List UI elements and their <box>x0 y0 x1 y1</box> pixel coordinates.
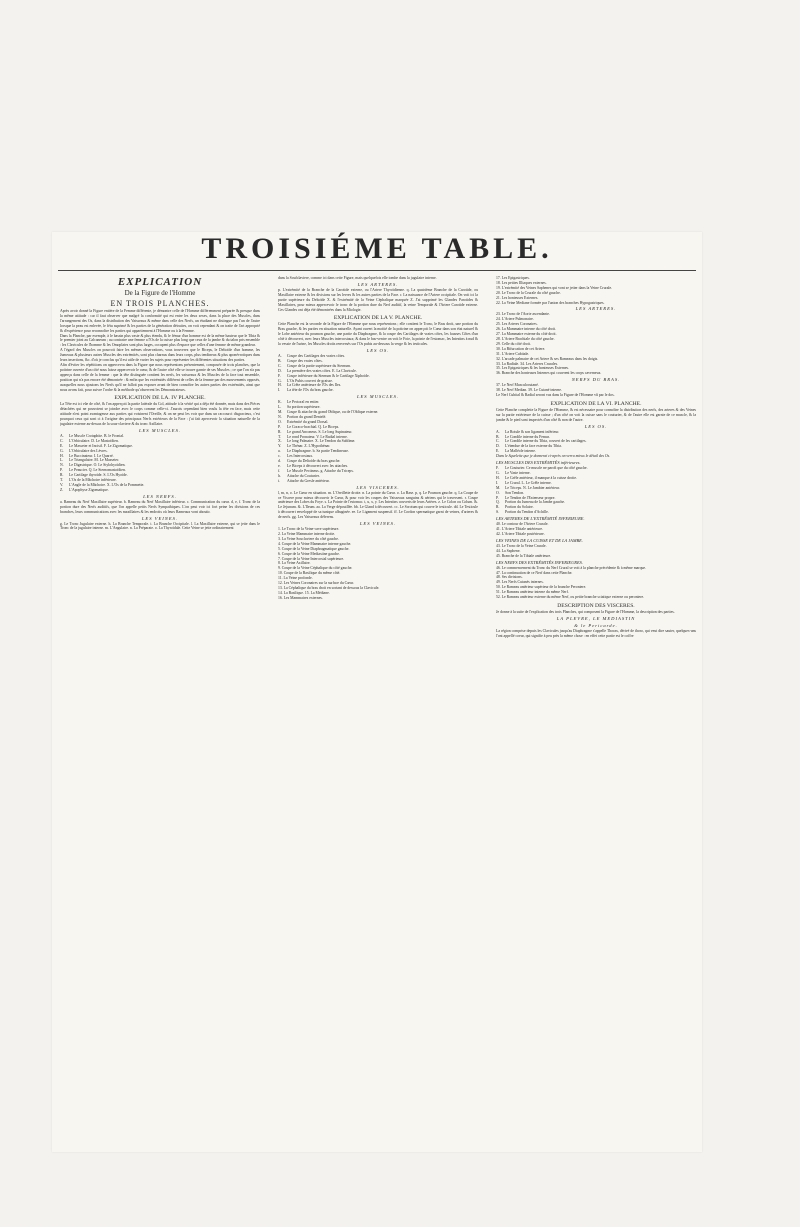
list-item: 31. L'Artere Cubitale. <box>496 351 530 356</box>
list-item: 42. L'Artere Tibiale postérieure. <box>496 531 545 536</box>
arteres-list <box>496 522 696 537</box>
explication-heading: EXPLICATION <box>117 276 203 288</box>
intro-paragraph-3: A l'égard des Muscles on pourroit faire les mêmes observations, vous trouverez que le Biceps, le Deltoïde d'un homme, les Jumeaux & plusieurs autres Muscles des extrémités, sont plus charnus dans leurs corps, plus tendineux & plus aponévrotiques dans leurs insertions, &c. d'où je conclus qu'il est utile de varier les sujets pour représenter les différentes situations des parties. <box>60 348 260 363</box>
list-item: 41. L'Artere Tibiale antérieure. <box>496 527 543 532</box>
plevre-heading: LA PLEVRE, LE MEDIASTIN <box>556 615 636 621</box>
list-item: P. Le Peaucier. Q. Le Sternomastoïdien. <box>60 468 126 473</box>
list-item: Q. Portion du Jumeau de la Jambe gauche. <box>496 500 565 505</box>
list-item: H. La Crête antérieure de l'Os des Iles. <box>278 383 342 388</box>
list-item: V. L'Angle de la Mâchoire. X. L'Os de la Pommette. <box>60 483 145 487</box>
list-item: 13. La Céphalique du bras droit en sortant de dessous la Clavicule. <box>278 585 380 590</box>
list-item: f. Le Muscle Pectineus. g. Attache du Triceps. <box>278 468 354 473</box>
veines-text: g. Le Tronc Jugulaire externe. h. La Branche Temporale. i. La Branche Occipitale. l. La Maxillaire externe, qui se jette dans le Tronc de la jugulaire interne. m. L'Angulaire. n. La Préparate. o. La Thyroïdale. Cette Veine se jette ordinairement <box>60 521 260 531</box>
arteres-heading: LES ARTERES. <box>575 306 617 312</box>
muscles-list <box>496 466 696 515</box>
nerfs-heading: LES NERFS. <box>143 493 177 499</box>
nerfs-text: a. Rameau du Nerf Maxillaire supérieur. b. Rameau du Nerf Maxillaire inférieur. c. Communication du cœur. d, e, f. Tronc de la portion dure des Nerfs auditifs, que l'on appelle petits Nerfs Sympathiques. L'on peut voir ici fort peine les divisions de ces branches, leurs communications avec les maxillaires & les endroits où leurs Rameaux vont aboutir. <box>60 499 260 514</box>
list-item: 45. Branche de la Tibiale antérieure. <box>496 553 552 558</box>
section-heading-vi: EXPLICATION DE LA VI. PLANCHE. <box>550 400 642 407</box>
list-item: 14. La Basilique. 15. La Médiane. <box>278 590 330 595</box>
list-item: P. Le Tendon de l'Extenseur propre. <box>496 495 556 500</box>
title-rule <box>58 270 696 271</box>
list-item: N. Le Digastrique. O. Le Stylohyoïdien. <box>60 463 126 468</box>
list-item: i. Attache du Gresle antérieur. <box>278 478 330 483</box>
list-item: E. Le Masseter et Incisif. F. Le Zigomatique. <box>60 443 133 448</box>
list-item: 28. L'Artere Brachiale du côté gauche. <box>496 336 555 341</box>
list-item: 51. Le Rameau antérieur interne du même Nerf. <box>496 590 569 595</box>
list-item: Z. L'Apophyse Zigomatique. <box>60 487 109 492</box>
list-item: A. La Rotule & son ligament inférieur. <box>496 429 560 434</box>
list-item: T. L'Os de la Mâchoire inférieure. <box>60 478 117 483</box>
list-item: T. Le rond Pronateur. V. Le Radial interne. <box>278 434 348 439</box>
list-item: 52. Le Rameau antérieur externe du même Nerf, ou petite branche sciatique externe ou peroniere. <box>496 595 645 600</box>
continuation-text: dans la Soufclaviere, comme ici dans cette Figure, mais quelquefois elle tombe dans la jugulaire interne. <box>278 276 437 280</box>
list-item: 12. Les Veines Coronaires sur la surface du Cœur. <box>278 581 354 586</box>
intro-paragraph-2: Dans la Planche, par exemple, à le bassin plus vaste & plus étendu, & le fémur d'un homme est de la même hauteur que le Tibia & le premier joint au Calcaneum ; au contraire une femme a l'Os de la cuisse plus long que ceux de la jambe & du talon pris ensemble : les Clavicules de l'homme & les Omoplates sont plus larges, occupent plus d'espace que celles d'une femme de même grandeur. <box>60 333 260 348</box>
list-item: C. L'Orbiculaire. D. Le Mastoïdien. <box>60 438 119 443</box>
list-item: 10. Coupe de la Basilique du même côté. <box>278 571 341 576</box>
column-2 <box>278 276 478 1146</box>
list-item: Le Nerf Cubital & Radial seront vus dans la Figure de l'Homme vû par le dos. <box>496 393 615 398</box>
muscles-heading: LES MUSCLES. <box>138 427 182 433</box>
page-title: TROISIÉME TABLE. <box>201 232 553 265</box>
list-item: 40. Le contour de l'Artere Crurale. <box>496 522 549 527</box>
list-item: 11. La Veine profonde. <box>278 576 313 581</box>
veines-list <box>496 544 696 559</box>
list-item: a. Le Diaphragme. b. Sa partie Tendineuse. <box>278 449 349 454</box>
list-item: B. Le Condile interne du Femur. <box>496 434 550 439</box>
arteres-list <box>496 312 696 376</box>
list-item: 7. Coupe de la Veine Intercostal supérieure. <box>278 556 345 561</box>
list-item: G. Le Vaste interne. <box>496 471 531 475</box>
intro-paragraph: Après avoir donné la Figure entiére de la Femme différente, je démontre celle de l'Homme différemment préparée & presque dans la même attitude : car il faut observer que malgré la conformité qui est entre les deux sexes, dans la place des Muscles, dans l'arrangement des Os, dans la distribution des Vaisseaux & même dans celle des Nerfs, un étudiant ne distingue pas l'un de l'autre lorsque la peau est enlevée, le fétu suprimé & les parties de la génération détruites, on voit cependant & on traite de l'art approprié & d'expérience pour reconnoître les parties qui appartiennent à l'Homme ou à la Femme. <box>60 309 260 333</box>
list-item: H. Le Grêle antérieur, il manque à la cuisse droite. <box>496 475 577 480</box>
list-item: H. Le Buccinateur. I. Le Quarré. <box>60 453 114 458</box>
list-item: 47. La continuation de ce Nerf dans cette Planche. <box>496 570 573 575</box>
list-item: 25. Les Arteres Coronaires. <box>496 322 538 327</box>
list-item: 29. Celle du côté droit. <box>496 341 531 346</box>
os-list <box>496 430 696 455</box>
muscles-list <box>278 400 478 483</box>
list-item: M. Le Triceps. N. Le Jambier antérieur. <box>496 485 560 490</box>
muscles-list <box>60 434 260 493</box>
os-list <box>278 354 478 393</box>
arteres-heading: LES ARTERES DE L'EXTRÉMITÉ INFERIEURE. <box>496 516 585 522</box>
list-item: F. Le Couturier. Ce muscle ne paroît que du côté gauche. <box>496 466 588 471</box>
muscles-heading: LES MUSCLES DES EXTRÉMITÉS inférieures. <box>496 460 581 466</box>
list-item: 22. La Veine Mediane formée par l'union des branches Hypogastriques. <box>496 300 605 305</box>
description-text: Je donne à la suite de l'explication des trois Planches, qui composent la Figure de l'Homme, la description des parties. <box>496 609 675 614</box>
list-item: 21. Les honteuses Externes. <box>496 295 539 300</box>
list-item: 38. Le Nerf Median. 39. Le Cutané interne. <box>496 388 562 393</box>
muscles-heading: LES MUSCLES. <box>356 394 400 400</box>
planches-heading: EN TROIS PLANCHES. <box>110 299 210 308</box>
list-item: 27. La Mammaire externe du côté droit. <box>496 332 557 337</box>
list-item: C. Coupe de la partie supérieure du Sternum. <box>278 363 352 368</box>
visceres-text: l, m, n, o. Le Cœur en situation. m. L'Oreillette droite. n. La pointe du Cœur. o. La Base. p, q. Le Poumon gauche. q. La Coupe de ce Viscere pour mieux découvrir le Cœur, & pour voir les coupes des Vaisseaux sanguins & aériens qui le traversent. r. Coupe antérieure des Lobes du Foye. s. La Pointe de l'estomac. t, u, x, y. Les Intestins couverts de leurs Artères. z. Le Colon ou Colum. &. Le Jejunum. &. L'Ileum. aa. La Verge dépouillée. bb. Le Gland à découvert. cc. Le Scrotum qui couvre le testicule. dd. Le Testicule à découvert enveloppé de sa tunique albuginée. ee. Le Ligament suspensif. ff. Le Cordon spermatique garni de veines, d'arteres & de nerfs. gg. Les Vaisseaux déferens. <box>278 490 478 520</box>
list-item: c. Les Intercostaux. <box>278 454 314 459</box>
list-item: I. La tête de l'Os du bras gauche. <box>278 388 334 393</box>
section-iv-text: La Tête est ici vûe de côté, & l'on apperçoit la partie latérale du Col, attitude à la vérité qui a déja été donnée, mais dans des Piéces détachées qui ne pouvoient se joindre avec le corps comme celle-ci. J'aurois cependant bien voulu la tête en face, mais cette attitude n'est point avantageuse aux parties qui voisinent l'Oreille, & on ne peut les voir que dans un raccourci disgracieux, c'est pourquoi ceux qui sont ci à l'origine des principaux Nerfs extérieurs de la Face : j'ai fait apercevoir la situation naturelle de la jugulaire externe au-dessus de la sous-claviere & du tronc Axillaire. <box>60 402 260 427</box>
nerfs-heading: NERFS DU BRAS. <box>571 377 621 383</box>
os-note: Dans le Squelette que je donnerai ci-après on verra mieux le détail des Os. <box>496 454 611 459</box>
list-item: Y. Le Thénar. Z. L'Hypothénar. <box>278 444 331 449</box>
arteres-heading: LES ARTERES. <box>357 281 399 287</box>
list-item: S. Portion du Tendon d'Achille. <box>496 510 549 515</box>
list-item: 3. La Veine Souclaviere du côté gauche. <box>278 536 339 541</box>
list-item: 32. L'arcade palmaire de cet Artere & ses Rameaux dans les doigts. <box>496 356 599 361</box>
section-heading-iv: EXPLICATION DE LA. IV PLANCHE. <box>114 395 206 402</box>
arteres-text: p. L'extrémité de la Branche de la Carotide externe, ou l'Artere Thyroïdienne. q. La quatrième Branche de la Carotide, ou Maxillaire externe & les divisions sur les levres & les autres parties de la Face. r. La naissance de l'Artere occipitale. On voit ici la partie supérieure du Deltoïde X. & l'extrémité de la Veine Céphalique marquée Z. J'ai supprimé les Glandes Parotides & Maxillaires, pour mieux appercevoir le tronc de la portion dure du Nerf auditif, la veine Temporale & l'Artere Carotide externe. Ces Glandes ont déja été démontrées dans la Miologie. <box>278 287 478 312</box>
list-item: 20. Le Tronc de la Crurale du côté gauche. <box>496 290 561 295</box>
column-3 <box>496 276 696 1146</box>
list-item: E. La Malléole interne. <box>496 449 536 454</box>
list-item: 26. La Mammaire interne du côté droit. <box>496 327 556 332</box>
list-item: R. Le Cartilage thyroïde. S. L'Os Hyoïde. <box>60 473 128 478</box>
list-item: e. Le Biceps à découvert avec les attaches. <box>278 464 349 468</box>
list-item: C. Le Condile interne du Tibia, couvert de les cartilages. <box>496 439 587 444</box>
list-item: A. Coupe des Cartilages des vraies côtes. <box>278 353 345 358</box>
list-item: 37. Le Nerf Musculocutané. <box>496 383 539 388</box>
list-item: 23. Le Tronc de l'Aorte ascendante. <box>496 312 550 317</box>
nerfs-heading: LES NERFS DES EXTRÉMITÉS INFERIEURES. <box>496 559 583 565</box>
visceres-heading: LES VISCERES. <box>356 484 400 490</box>
list-item: 44. La Saphene. <box>496 548 521 553</box>
section-heading-v: EXPLICATION DE LA V. PLANCHE. <box>333 315 423 322</box>
figure-subheading: De la Figure de l'Homme <box>124 289 196 297</box>
list-item: G. L'Orbiculaire des Lèvres. <box>60 448 108 453</box>
list-item: 35. Les Epigastriques & les honteuses Externes. <box>496 366 569 371</box>
list-item: P. Le Coraco-brachial. Q. Le Biceps. <box>278 424 340 429</box>
list-item: 17. Les Epigastriques. <box>496 276 530 280</box>
list-item: 36. Branche des honteuses Internes qui couvrent les corps caverneux. <box>496 371 602 376</box>
list-item: X. Le long Palmaire. X. Le Tendon du Sublime. <box>278 439 356 444</box>
list-item: M. Coupe & attache du grand Oblique, ou de l'Oblique externe. <box>278 410 379 415</box>
list-item: A. Le Muscle Crotaphite. B. le Frontal. <box>60 433 125 438</box>
document-page <box>52 232 702 1152</box>
section-heading-description: DESCRIPTION DES VISCERES. <box>557 602 635 609</box>
list-item: 1. Le Tronc de la Veine-cave supérieure. <box>278 527 340 532</box>
list-item: 48. Ses divisions. <box>496 575 523 580</box>
list-item: F. Coupe inférieure du Sternum & le Cartilage Xiphoïde. <box>278 373 370 378</box>
list-item: N. Portion du grand Dentelé. <box>278 414 327 419</box>
os-heading: LES OS. <box>584 423 608 429</box>
list-item: I. Le Crural. L. Le Grêle interne. <box>496 480 552 485</box>
list-item: 46. Le commencement du Tronc du Nerf Crural se voit à la planche précédente & à même marque. <box>496 565 647 570</box>
list-item: h. Attache du Couturier. <box>278 473 320 478</box>
veines-list <box>278 527 478 601</box>
list-item: 24. L'Artere Pulmonaire. <box>496 317 534 322</box>
plevre-text: La région comprise depuis les Clavicules jusqu'au Diaphragme s'appelle Thorax, dérivé de thoro, qui veut dire sauter, quelques-uns l'ont appellé coeur, qui signifie à peu près la même chose : en effet cette partie est le coffre <box>496 628 696 638</box>
list-item: 5. Coupe de la Veine Diaphragmatique gauche. <box>278 546 350 551</box>
plevre-subheading: & le Pericarde. <box>574 622 618 628</box>
list-item: 19. L'extrémité des Veines Saphenes qui vont se jetter dans la Veine Crurale. <box>496 285 613 290</box>
list-item: O. Extrémité du grand Dorsal. <box>278 419 329 424</box>
list-item: B. Coupe des vraies côtes. <box>278 358 323 363</box>
list-item: d. Coupe du Deltoïde du bras gauche. <box>278 459 341 464</box>
veines-heading: LES VEINES. <box>141 515 179 521</box>
list-item: R. Le grand Anconeus. S. Le long Supinateur. <box>278 429 353 434</box>
veines-heading: LES VEINES DE LA CUISSE ET DE LA JAMBE. <box>496 537 583 543</box>
list-item: 50. Le Rameau antérieur supérieur de la branche Peroniere. <box>496 585 587 590</box>
nerfs-list <box>496 566 696 600</box>
list-item: G. L'Os Pubis couvert de graisse. <box>278 378 333 383</box>
list-item: L. Le Triangulaire. M. Le Masseter. <box>60 458 120 463</box>
list-item: 43. Le Tronc de la Veine Crurale. <box>496 543 547 548</box>
list-item: D. L'étendue de la face externe du Tibia. <box>496 444 562 449</box>
section-vi-text: Cette Planche complette la Figure de l'Homme, & est nécessaire pour connoître la distribution des nerfs, des arteres & des Veines sur la partie extérieure de la cuisse ; d'un côté on voit la cuisse sans le couturier, & de l'autre elle est garnie de ce muscle, & la jambe & le pied sont inspectés d'un côté & non de l'autre. <box>496 407 696 422</box>
list-item: R. Portion du Solaire. <box>496 505 534 510</box>
veines-heading: LES VEINES. <box>359 521 397 527</box>
list-item: D. La première des vraies côtes. E. La Clavicule. <box>278 368 357 373</box>
nerfs-list <box>496 383 696 398</box>
list-item: 4. Coupe de la Veine Mammaire interne gauche. <box>278 541 352 546</box>
column-1 <box>60 276 260 1146</box>
list-item: 18. Les petites Illiaques externes. <box>496 280 547 285</box>
list-item: 6. Coupe de la Veine Mediastine gauche. <box>278 551 340 556</box>
list-item: 49. Les Nerfs Cutanés internes. <box>496 580 544 585</box>
list-item: O. Son Tendon. <box>496 490 525 495</box>
os-heading: LES OS. <box>366 347 390 353</box>
list-item: L. Sa portion supérieure. <box>278 405 321 410</box>
list-item: 9. Coupe de la Veine Céphalique du côté gauche. <box>278 566 353 571</box>
veines-continued-list <box>496 276 696 305</box>
list-item: 2. La Veine Mammaire interne droite. <box>278 531 336 536</box>
list-item: 33. La Radiale. 34. Les Arteres Crurales. <box>496 361 558 366</box>
list-item: 30. La Bifurcation de cet Artere. <box>496 346 546 351</box>
list-item: K. Le Pectoral en entier. <box>278 400 320 405</box>
intro-paragraph-4: Afin d'éviter les répétitions on appercevra dans la Figure que nous représentons présentement, composée de trois planches, que la poitrine ouverte d'un côté nous laisse appercevoir le cœur, & de l'autre côté elle se trouve garnie de ses Muscles ; ce que l'on n'a pas apperçu dans celle de la femme : que la tête distinguée contient les nerfs, les vaisseaux & les Muscles de la face tout ensemble, position qui n'a pas encore été démontrée : & enfin que les extrémités différent de celles de la femme par des mouvements opposés, auxquelles nous ajoutons les Nerfs qu'il ne falloit pas exposer avant de bien connoître les autres parties des extrémités, ainsi que nous avons fait, pour suivre l'ordre & la méthode qu'observent les Démonstrateurs. <box>60 362 260 392</box>
section-v-text: Cette Planche est la seconde de la Figure de l'Homme que nous représentons ; elle contient le Tronc, le Bras droit, une portion du Bras gauche, & les parties en situation naturelle. Ayant ouvert la moitié de la poitrine on apperçoit le Cœur dans son état naturel & le Lobe antérieur du poumon gauche, une partie du Diaphragme, & la coupe des Cartilages de vraies côtes, les fausses Côtes d'un côté à découvert, avec leurs Muscles intercostaux; & dans le bas-ventre on voit le Foie, la pointe de l'estomac, les Intestins à nud & la vessie de l'urine, les Muscles droits renversés sur l'Os pubis au-dessous la verge & les testicules. <box>278 322 478 347</box>
list-item: 8. La Veine Axillaire. <box>278 561 311 566</box>
list-item: 16. Les Mammaires externes. <box>278 595 323 600</box>
